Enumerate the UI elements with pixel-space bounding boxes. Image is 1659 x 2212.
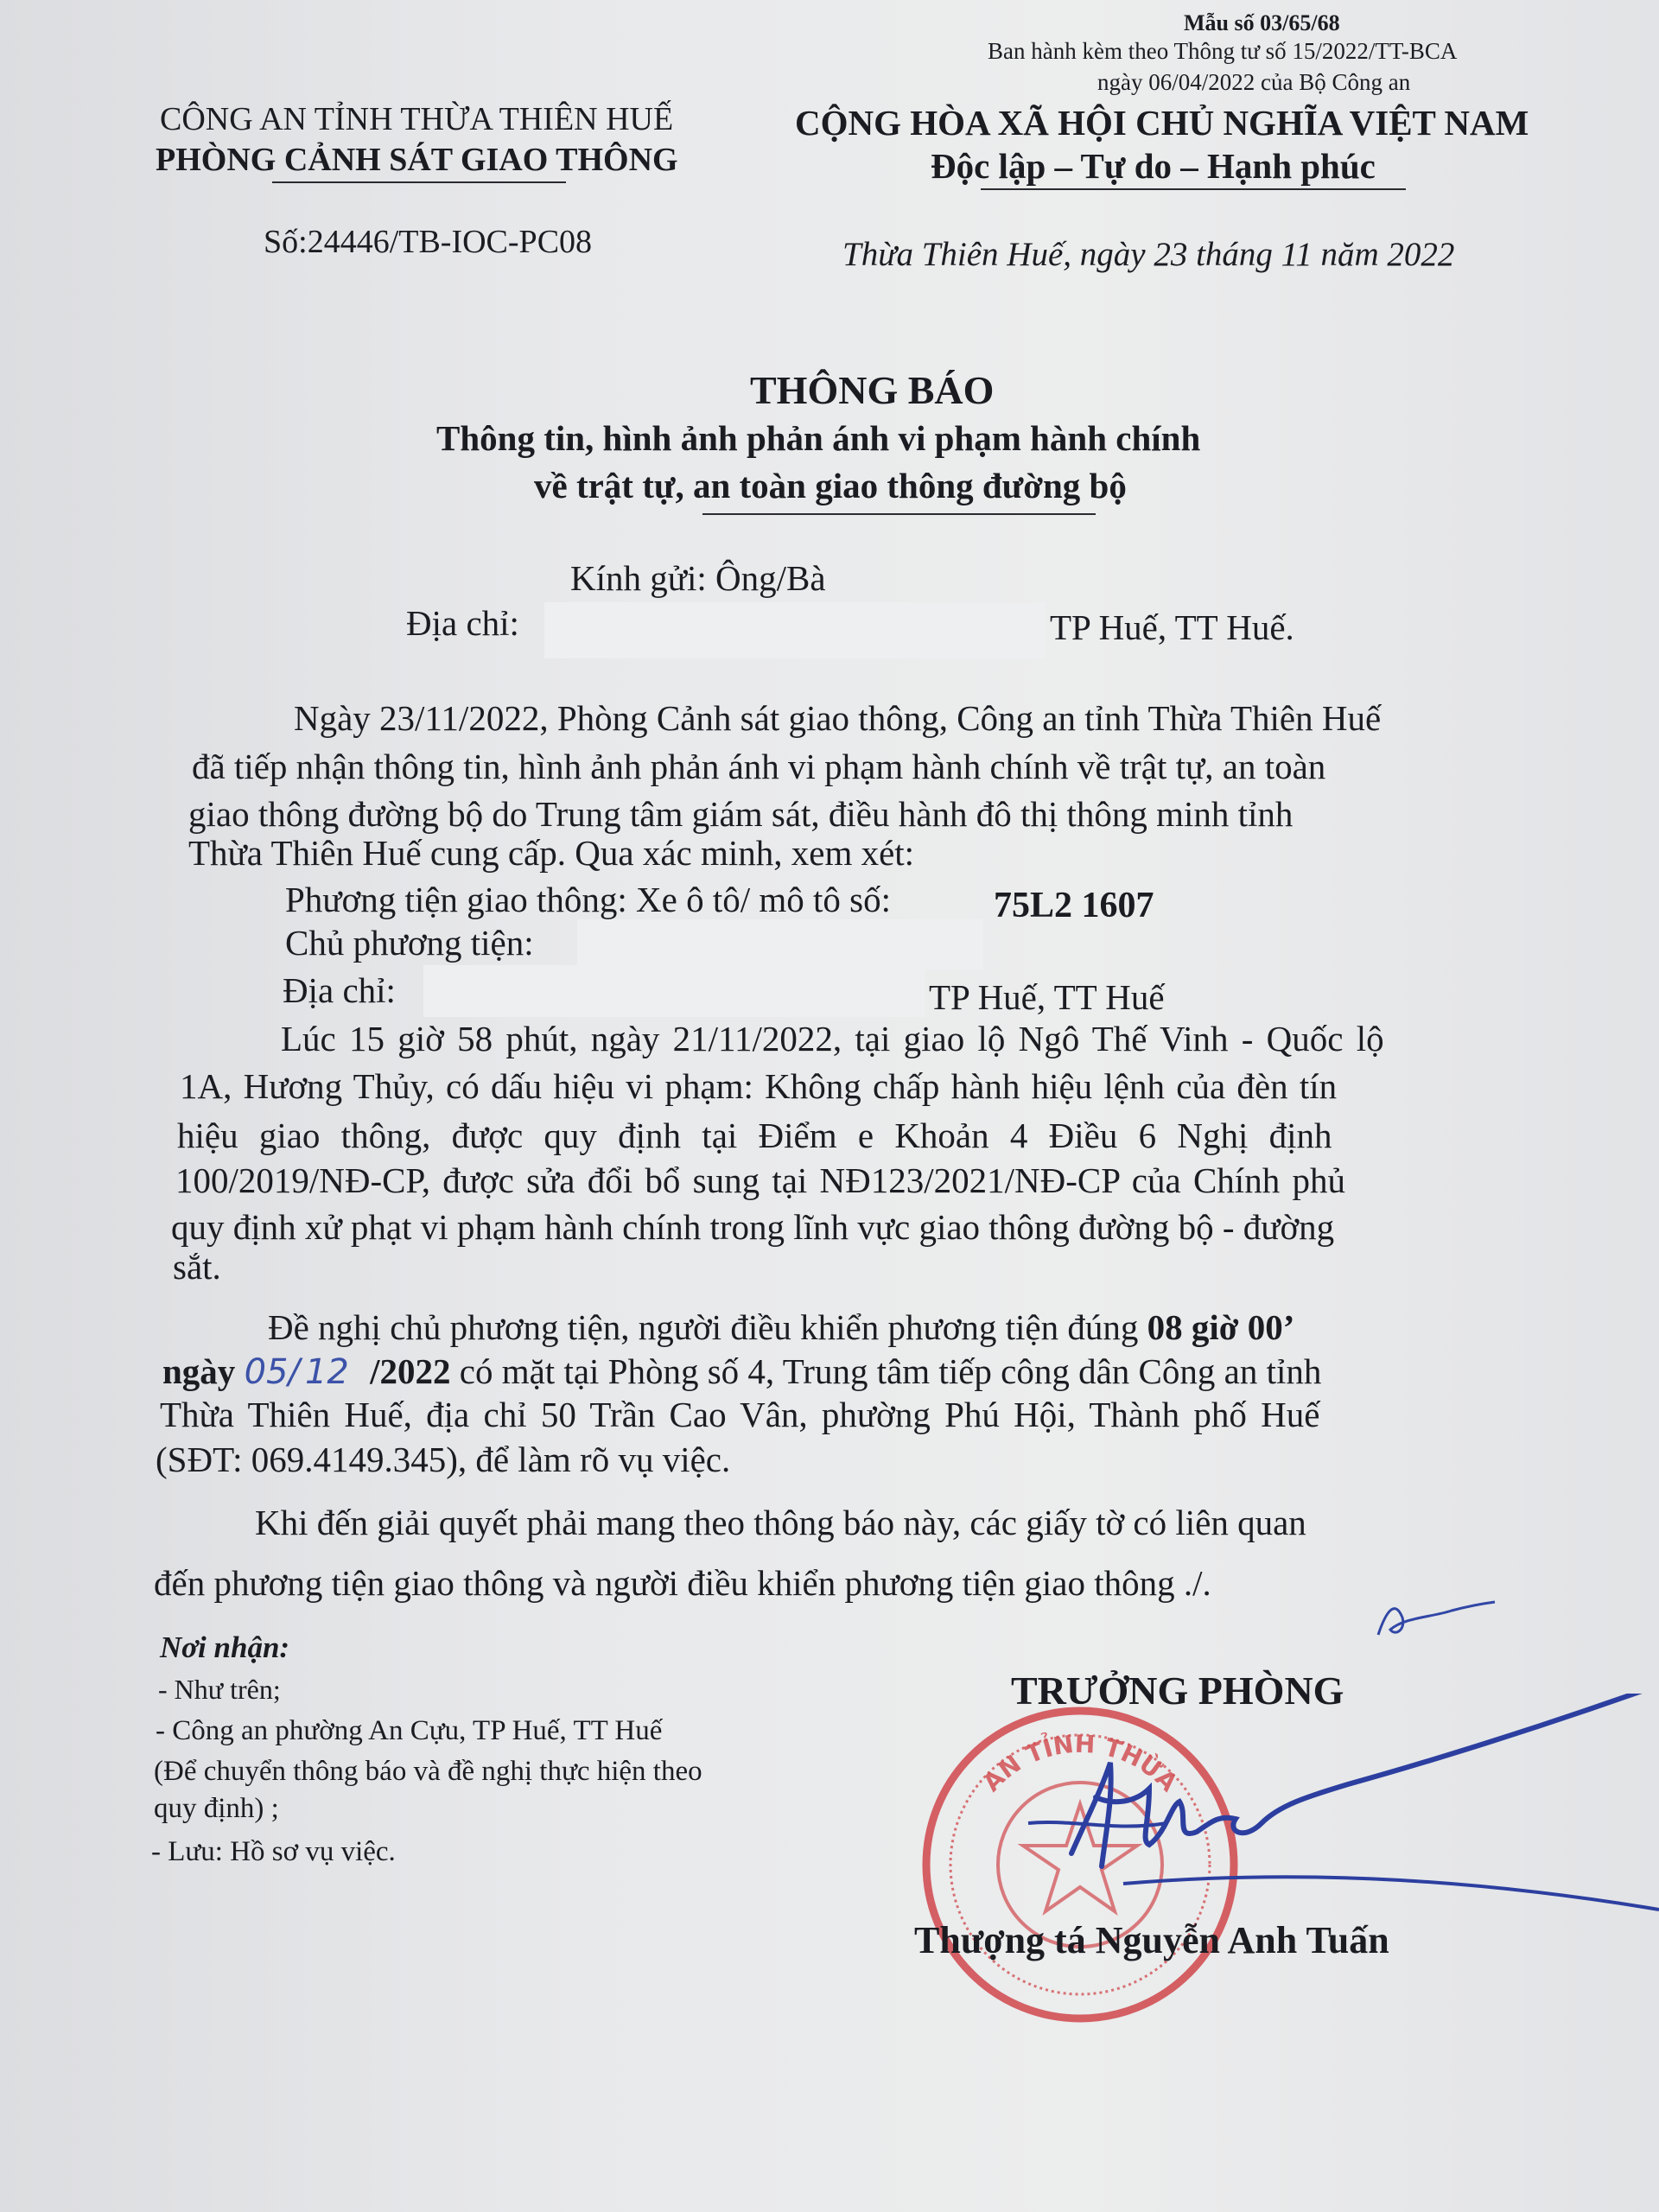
p3-month-handwritten: 12	[304, 1352, 349, 1392]
p3-year: /2022	[370, 1351, 451, 1391]
p3-line4: (SĐT: 069.4149.345), để làm rõ vụ việc.	[156, 1440, 731, 1479]
recipients-item2: - Công an phường An Cựu, TP Huế, TT Huế	[156, 1715, 663, 1746]
p3-day-label: ngày	[162, 1351, 236, 1391]
p3-line1	[268, 1306, 1294, 1348]
recipients-item1: - Như trên;	[158, 1674, 281, 1705]
p1-line4: Thừa Thiên Huế cung cấp. Qua xác minh, xem xét:	[188, 833, 915, 873]
redacted-address	[544, 602, 1046, 658]
doc-subtitle-line2: về trật tự, an toàn giao thông đường bộ	[534, 466, 1127, 505]
recipient-greeting: Kính gửi: Ông/Bà	[570, 558, 826, 598]
p2-line4: 100/2019/NĐ-CP, được sửa đổi bổ sung tại NĐ123/2021/NĐ-CP của Chính phủ	[175, 1160, 1345, 1200]
country-line1: CỘNG HÒA XÃ HỘI CHỦ NGHĨA VIỆT NAM	[795, 103, 1529, 143]
p3-line2	[162, 1351, 1321, 1392]
recipient-address-label: Địa chỉ:	[406, 603, 519, 643]
recipients-title: Nơi nhận:	[160, 1630, 290, 1664]
title-underline	[702, 513, 1096, 515]
recipients-item3: - Lưu: Hồ sơ vụ việc.	[151, 1836, 396, 1867]
agency-line1: CÔNG AN TỈNH THỪA THIÊN HUẾ	[160, 101, 674, 137]
p2-line3: hiệu giao thông, được quy định tại Điểm e Khoản 4 Điều 6 Nghị định	[177, 1116, 1332, 1155]
p1-line3: giao thông đường bộ do Trung tâm giám sát, điều hành đô thị thông minh tỉnh	[188, 794, 1294, 834]
p3-time: 08 giờ 00’	[1147, 1307, 1295, 1347]
agency-line2: PHÒNG CẢNH SÁT GIAO THÔNG	[156, 142, 678, 178]
p3-date-slash: /	[288, 1352, 300, 1392]
seal-text: AN TỈNH THỪA	[976, 1729, 1184, 1797]
form-issued-line1: Ban hành kèm theo Thông tư số 15/2022/TT-BCA	[988, 38, 1458, 64]
owner-address-tail: TP Huế, TT Huế	[929, 977, 1165, 1017]
p4-line2: đến phương tiện giao thông và người điều khiển phương tiện giao thông ./.	[154, 1563, 1211, 1603]
p3-day-handwritten: 05	[244, 1352, 289, 1392]
p3-line1-text: Đề nghị chủ phương tiện, người điều khiển phương tiện đúng	[268, 1307, 1139, 1347]
doc-number: Số:24446/TB-IOC-PC08	[264, 224, 593, 260]
p2-line1: Lúc 15 giờ 58 phút, ngày 21/11/2022, tại giao lộ Ngô Thế Vinh - Quốc lộ	[281, 1019, 1384, 1058]
p3-line3: Thừa Thiên Huế, địa chỉ 50 Trần Cao Vân, phường Phú Hội, Thành phố Huế	[160, 1395, 1320, 1434]
recipient-address-tail: TP Huế, TT Huế.	[1050, 607, 1294, 647]
doc-subtitle-line1: Thông tin, hình ảnh phản ánh vi phạm hành chính	[436, 418, 1201, 458]
vehicle-plate: 75L2 1607	[994, 886, 1154, 925]
p4-line1: Khi đến giải quyết phải mang theo thông báo này, các giấy tờ có liên quan	[255, 1503, 1306, 1542]
form-number: Mẫu số 03/65/68	[1184, 10, 1340, 35]
owner-label: Chủ phương tiện:	[285, 923, 534, 963]
p1-line1: Ngày 23/11/2022, Phòng Cảnh sát giao thông, Công an tỉnh Thừa Thiên Huế	[294, 698, 1382, 738]
signer-name: Thượng tá Nguyễn Anh Tuấn	[914, 1919, 1389, 1961]
signature-icon	[1020, 1694, 1659, 1927]
p2-line5: quy định xử phạt vi phạm hành chính trong lĩnh vực giao thông đường bộ - đường	[171, 1207, 1335, 1247]
p2-line6: sắt.	[173, 1247, 221, 1287]
recipients-item2-note2: quy định) ;	[154, 1793, 279, 1824]
recipients-item2-note1: (Để chuyển thông báo và đề nghị thực hiện theo	[154, 1756, 702, 1787]
form-issued-line2: ngày 06/04/2022 của Bộ Công an	[1097, 69, 1411, 95]
signer-position: TRƯỞNG PHÒNG	[1011, 1669, 1344, 1713]
redacted-owner	[577, 919, 983, 969]
owner-address-label: Địa chỉ:	[283, 970, 396, 1010]
p3-line2-text: có mặt tại Phòng số 4, Trung tâm tiếp công dân Công an tỉnh	[459, 1351, 1322, 1391]
vehicle-label: Phương tiện giao thông: Xe ô tô/ mô tô số:	[285, 880, 892, 919]
redacted-owner-address	[423, 965, 925, 1017]
country-line2: Độc lập – Tự do – Hạnh phúc	[931, 146, 1376, 186]
p2-line2: 1A, Hương Thủy, có dấu hiệu vi phạm: Không chấp hành hiệu lệnh của đèn tín	[180, 1066, 1338, 1106]
doc-title: THÔNG BÁO	[750, 368, 995, 412]
agency-underline	[272, 181, 566, 183]
p1-line2: đã tiếp nhận thông tin, hình ảnh phản ánh vi phạm hành chính về trật tự, an toàn	[192, 747, 1326, 786]
initial-signature-icon	[1370, 1592, 1499, 1643]
place-date: Thừa Thiên Huế, ngày 23 tháng 11 năm 2022	[842, 236, 1455, 273]
motto-underline	[981, 188, 1406, 190]
